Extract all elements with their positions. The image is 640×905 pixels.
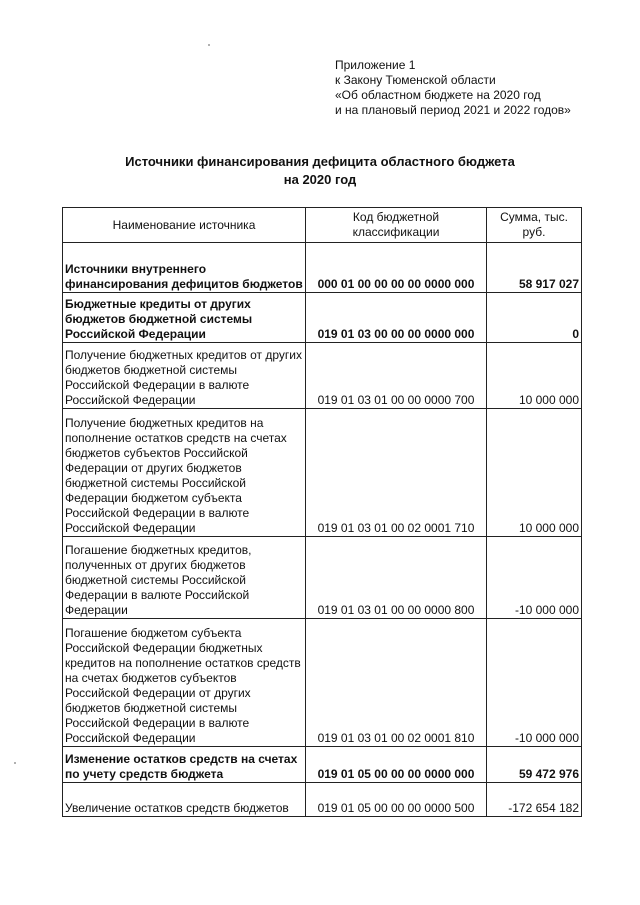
table-row xyxy=(63,619,582,747)
appendix-line: и на плановый период 2021 и 2022 годов» xyxy=(335,103,571,117)
row-sum: 58 917 027 xyxy=(487,243,582,293)
appendix-line: «Об областном бюджете на 2020 год xyxy=(335,88,541,102)
row-sum: -172 654 182 xyxy=(487,783,582,817)
table-row xyxy=(63,243,582,293)
title-line-1: Источники финансирования дефицита областного бюджета xyxy=(125,154,515,169)
row-code: 000 01 00 00 00 00 0000 000 xyxy=(306,243,487,293)
row-name: Погашение бюджетом субъекта Российской Федерации бюджетных кредитов на пополнение остатков средств на счетах бюджетов субъектов Российской Федерации от других бюджетов бюджетной системы Российской Федерации в валюте Российской Федерации xyxy=(63,619,306,747)
header-sum: Сумма, тыс. руб. xyxy=(487,208,582,243)
row-name: Увеличение остатков средств бюджетов xyxy=(63,783,306,817)
table-header-row xyxy=(63,208,582,243)
row-sum: -10 000 000 xyxy=(487,619,582,747)
row-code: 019 01 03 00 00 00 0000 000 xyxy=(306,293,487,343)
table-row xyxy=(63,537,582,619)
table-row xyxy=(63,409,582,537)
table-row xyxy=(63,293,582,343)
row-name: Погашение бюджетных кредитов, полученных от других бюджетов бюджетной системы Российской Федерации в валюте Российской Федерации xyxy=(63,537,306,619)
row-sum: -10 000 000 xyxy=(487,537,582,619)
header-name: Наименование источника xyxy=(63,208,306,243)
table-row xyxy=(63,747,582,783)
document-title xyxy=(0,153,640,189)
row-code: 019 01 03 01 00 00 0000 700 xyxy=(306,343,487,409)
row-code: 019 01 05 00 00 00 0000 500 xyxy=(306,783,487,817)
table-row xyxy=(63,343,582,409)
row-sum: 59 472 976 xyxy=(487,747,582,783)
row-code: 019 01 03 01 00 02 0001 710 xyxy=(306,409,487,537)
row-name: Изменение остатков средств на счетах по учету средств бюджета xyxy=(63,747,306,783)
row-code: 019 01 03 01 00 02 0001 810 xyxy=(306,619,487,747)
header-code: Код бюджетной классификации xyxy=(306,208,487,243)
row-name: Источники внутреннего финансирования дефицитов бюджетов xyxy=(63,243,306,293)
row-code: 019 01 03 01 00 00 0000 800 xyxy=(306,537,487,619)
table-row xyxy=(63,783,582,817)
title-line-2: на 2020 год xyxy=(283,172,357,187)
scan-speck xyxy=(208,44,210,46)
row-name: Получение бюджетных кредитов на пополнение остатков средств на счетах бюджетов субъектов Российской Федерации от других бюджетов бюджетной системы Российской Федерации бюджетом субъекта Российской Федерации в валюте Российской Федерации xyxy=(63,409,306,537)
row-name: Получение бюджетных кредитов от других бюджетов бюджетной системы Российской Федерации в валюте Российской Федерации xyxy=(63,343,306,409)
row-sum: 10 000 000 xyxy=(487,343,582,409)
appendix-note xyxy=(335,58,571,118)
appendix-line: Приложение 1 xyxy=(335,58,416,72)
row-code: 019 01 05 00 00 00 0000 000 xyxy=(306,747,487,783)
row-sum: 10 000 000 xyxy=(487,409,582,537)
row-name: Бюджетные кредиты от других бюджетов бюджетной системы Российской Федерации xyxy=(63,293,306,343)
financing-sources-table xyxy=(62,207,582,817)
scan-speck xyxy=(14,762,16,764)
appendix-line: к Закону Тюменской области xyxy=(335,73,496,87)
row-sum: 0 xyxy=(487,293,582,343)
